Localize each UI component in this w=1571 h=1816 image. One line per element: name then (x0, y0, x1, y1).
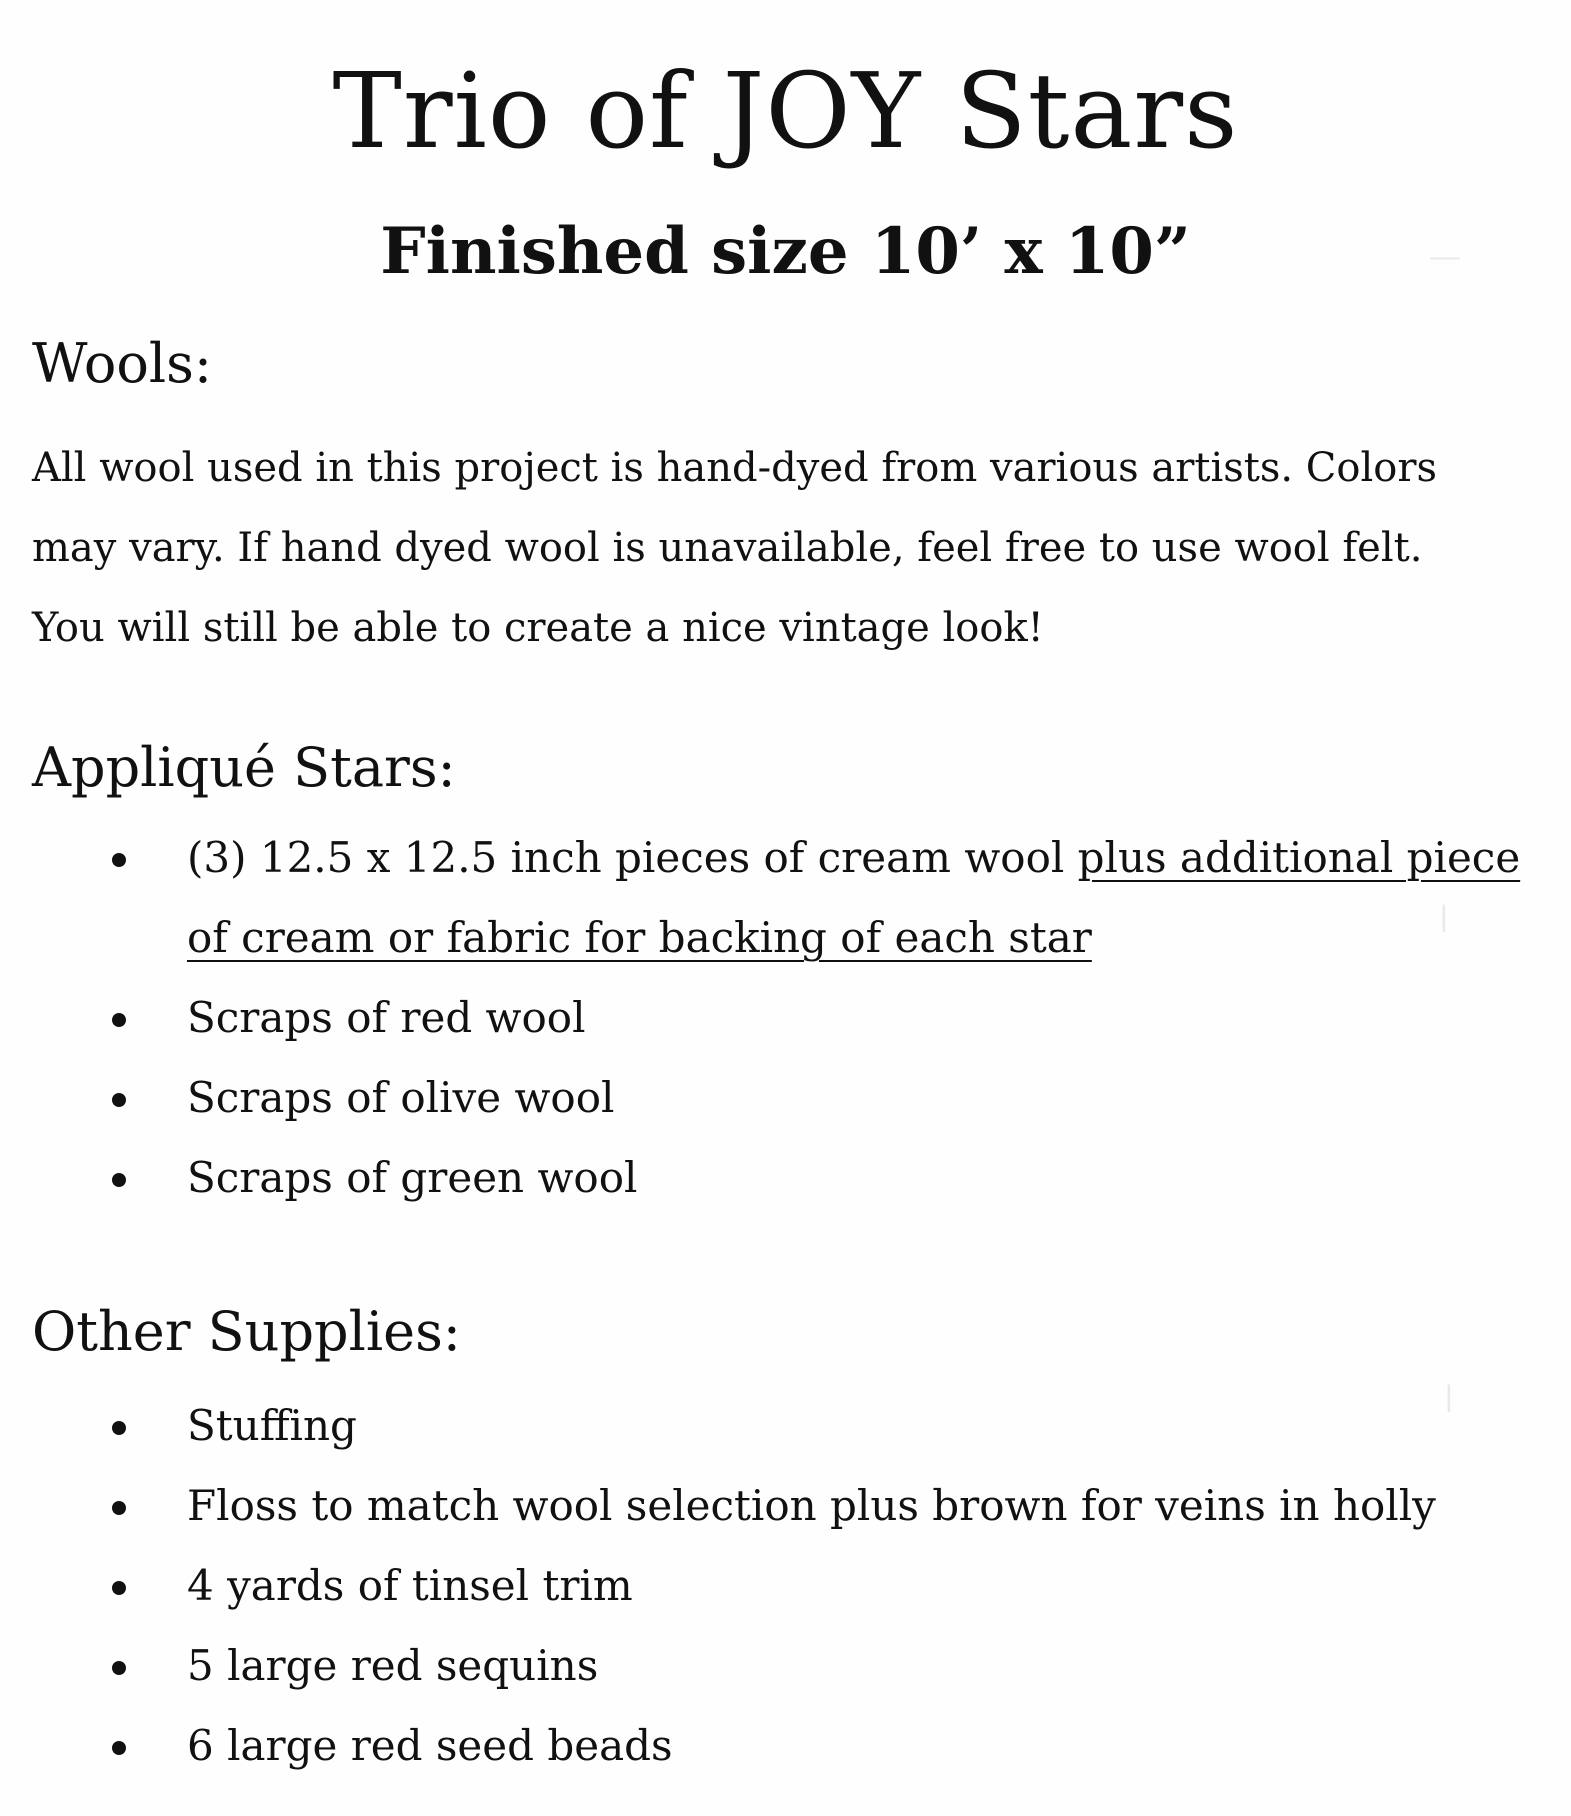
bleed-through-mark: — (1430, 240, 1460, 273)
list-item (0, 1546, 1540, 1626)
list-item (0, 1138, 1540, 1218)
bullet-icon (112, 1581, 126, 1595)
item-text: 6 large red seed beads (187, 1721, 673, 1770)
item-text: (3) 12.5 x 12.5 inch pieces of cream wool (187, 833, 1078, 882)
bullet-icon (112, 853, 126, 867)
wools-line: All wool used in this project is hand-dyed from various artists. Colors (32, 445, 1438, 491)
wools-heading: Wools: (32, 332, 213, 395)
bullet-icon (112, 1093, 126, 1107)
list-item (0, 1626, 1540, 1706)
list-item (0, 978, 1540, 1058)
applique-stars-list (0, 818, 1540, 1218)
bullet-icon (112, 1661, 126, 1675)
underlined-note: plus additional piece (1077, 833, 1521, 882)
bleed-through-mark: | (1445, 1380, 1453, 1413)
wools-line: You will still be able to create a nice vintage look! (32, 605, 1044, 651)
list-item (0, 1466, 1540, 1546)
bullet-icon (112, 1741, 126, 1755)
item-text: 4 yards of tinsel trim (187, 1561, 633, 1610)
bullet-icon (112, 1013, 126, 1027)
applique-stars-heading: Appliqué Stars: (32, 736, 456, 799)
other-supplies-heading: Other Supplies: (32, 1300, 461, 1363)
wools-line: may vary. If hand dyed wool is unavailable, feel free to use wool felt. (32, 525, 1423, 571)
list-item (0, 818, 1540, 978)
item-text: Stuffing (187, 1401, 357, 1450)
bullet-icon (112, 1501, 126, 1515)
other-supplies-list (0, 1386, 1540, 1786)
underlined-note: of cream or fabric for backing of each star (187, 913, 1092, 962)
list-item (0, 1706, 1540, 1786)
item-text: 5 large red sequins (187, 1641, 599, 1690)
item-text: Floss to match wool selection plus brown for veins in holly (187, 1481, 1436, 1530)
list-item (0, 1058, 1540, 1138)
item-text: Scraps of green wool (187, 1153, 638, 1202)
page-title: Trio of JOY Stars (332, 50, 1239, 172)
item-text: Scraps of olive wool (187, 1073, 615, 1122)
finished-size-subtitle: Finished size 10’ x 10” (380, 214, 1191, 289)
item-text: Scraps of red wool (187, 993, 586, 1042)
bullet-icon (112, 1173, 126, 1187)
wools-paragraph (32, 428, 1532, 668)
list-item (0, 1386, 1540, 1466)
bullet-icon (112, 1421, 126, 1435)
bleed-through-mark: | (1440, 900, 1448, 933)
